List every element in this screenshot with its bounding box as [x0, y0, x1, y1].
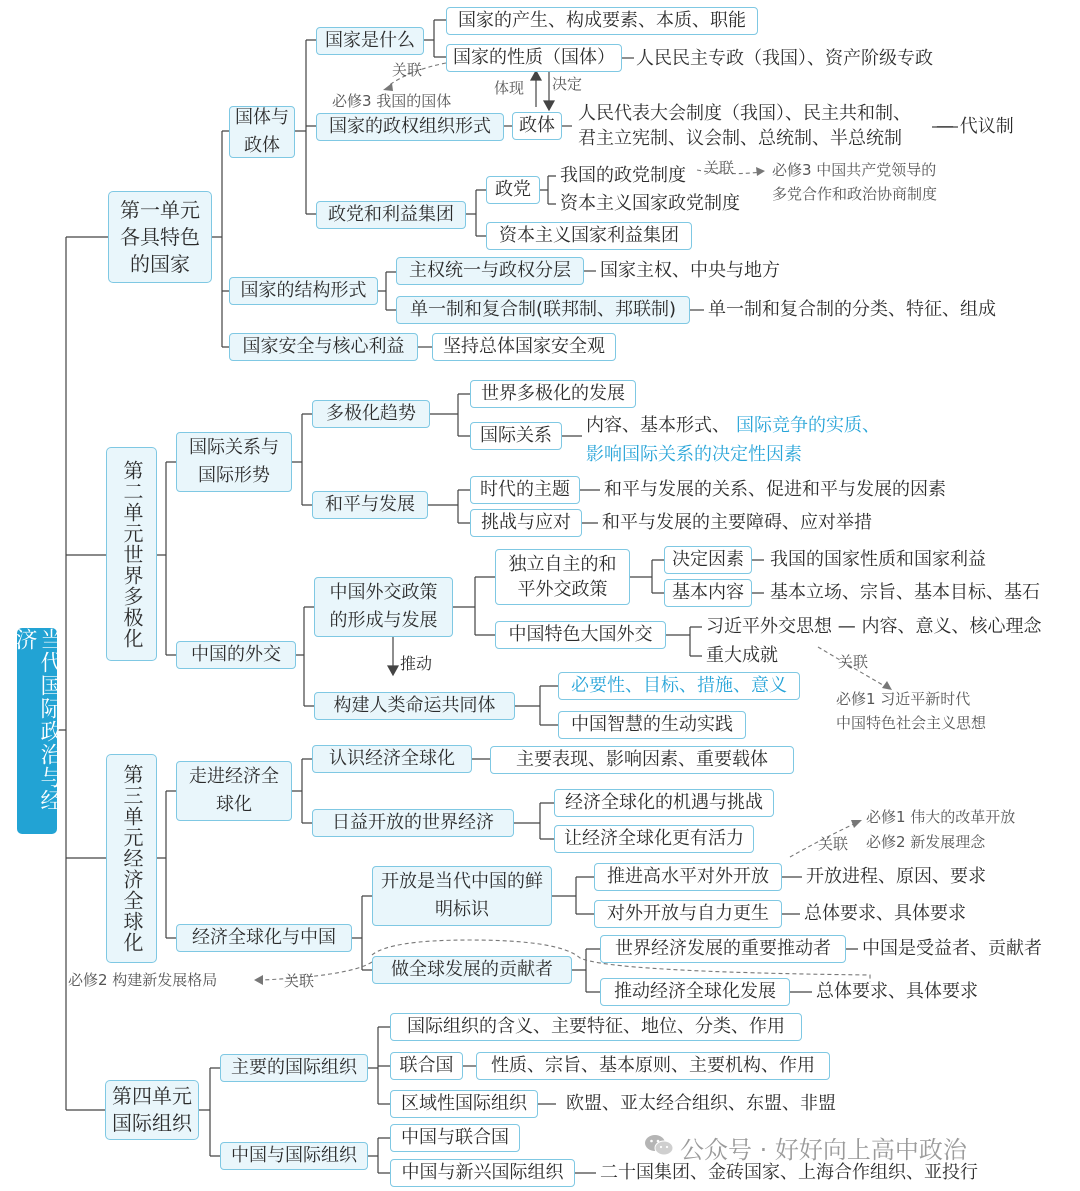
item-community-shared-future: 构建人类命运共同体 [314, 692, 515, 720]
sub-more-vitality: 让经济全球化更有活力 [554, 825, 754, 853]
state-nature-detail: 人民民主专政（我国）、资产阶级专政 [636, 48, 933, 69]
sovereignty-detail: 国家主权、中央与地方 [600, 260, 780, 281]
item-parties-interest-groups: 政党和利益集团 [316, 201, 466, 229]
globalization-detail: 主要表现、影响因素、重要载体 [490, 746, 794, 774]
sub-world-multipolar: 世界多极化的发展 [470, 380, 636, 408]
zhengti-detail-line2: 君主立宪制、议会制、总统制、半总统制 [578, 128, 902, 149]
unit-3-box [106, 754, 157, 963]
sub-china-wisdom: 中国智慧的生动实践 [558, 711, 746, 739]
topic-international-relations: 国际关系与国际形势 [176, 432, 292, 492]
regional-orgs-detail: 欧盟、亚太经合组织、东盟、非盟 [566, 1093, 836, 1114]
major-achievements: 重大成就 [706, 645, 778, 666]
sub-world-economy-driver: 世界经济发展的重要推动者 [600, 935, 846, 963]
note-target-3-line2: 必修2 新发展理念 [866, 833, 986, 851]
note-party-target-2: 多党合作和政治协商制度 [772, 185, 938, 203]
sub-china-un: 中国与联合国 [390, 1124, 520, 1152]
security-detail: 坚持总体国家安全观 [432, 333, 616, 361]
sub-challenge-response: 挑战与应对 [470, 509, 582, 537]
item-global-contributor: 做全球发展的贡献者 [372, 956, 572, 984]
note-target-1: 必修3 我国的国体 [332, 92, 452, 110]
note-guanlian-2: 关联 [838, 653, 869, 671]
sub-opening-self-reliance: 对外开放与自力更生 [594, 900, 782, 928]
promote-globalization-detail: 总体要求、具体要求 [816, 981, 978, 1002]
sub-necessity-goals [558, 672, 800, 700]
item-unitary-compound: 单一制和复合制(联邦制、邦联制) [396, 296, 690, 324]
high-level-opening-detail: 开放进程、原因、要求 [806, 866, 986, 887]
root-title: 当代国际政治与经济 [17, 628, 57, 834]
sub-international-relations: 国际关系 [470, 422, 562, 450]
note-party-target-1: 必修3 中国共产党领导的 [772, 161, 937, 179]
unit-2-box [106, 447, 157, 661]
note-party-guanlian: 关联 [704, 159, 735, 177]
basic-content-detail: 基本立场、宗旨、基本目标、基石 [770, 582, 1040, 603]
topic-national-security: 国家安全与核心利益 [229, 333, 418, 361]
note-guanlian-3: 关联 [818, 835, 849, 853]
item-open-world-economy: 日益开放的世界经济 [312, 809, 514, 837]
zhengti-suffix: — 代议制 [936, 116, 1014, 137]
sub-china-emerging-orgs: 中国与新兴国际组织 [390, 1159, 575, 1187]
emerging-orgs-detail: 二十国集团、金砖国家、上海合作组织、亚投行 [600, 1162, 978, 1183]
item-peace-development: 和平与发展 [312, 491, 428, 519]
note-left-target: 必修2 构建新发展格局 [68, 971, 218, 989]
unit-4-title: 第四单元国际组织 [112, 1084, 192, 1135]
wechat-icon [644, 1133, 674, 1157]
unit-1-box [108, 191, 212, 283]
challenge-detail: 和平与发展的主要障碍、应对举措 [602, 512, 872, 533]
party-item-china: 我国的政党制度 [560, 165, 686, 186]
world-economy-driver-detail: 中国是受益者、贡献者 [862, 938, 1042, 959]
sub-interest-group: 资本主义国家利益集团 [486, 222, 692, 250]
sub-state-origin: 国家的产生、构成要素、本质、职能 [446, 7, 758, 35]
sub-zhengti: 政体 [512, 112, 562, 140]
sub-era-theme: 时代的主题 [470, 476, 580, 504]
topic-major-intl-orgs: 主要的国际组织 [220, 1054, 368, 1082]
unit-3-title: 第三单元经济全球化 [120, 764, 144, 953]
topic-globalization-china: 经济全球化与中国 [176, 924, 352, 952]
sub-united-nations: 联合国 [390, 1052, 463, 1080]
item-openness-identity: 开放是当代中国的鲜明标识 [372, 866, 552, 926]
party-item-capitalist: 资本主义国家政党制度 [560, 193, 740, 214]
unit-1-title: 第一单元各具特色的国家 [120, 197, 200, 276]
unit-2-title: 第二单元世界多极化 [120, 459, 144, 649]
sub-org-meaning: 国际组织的含义、主要特征、地位、分类、作用 [390, 1013, 802, 1041]
item-sovereignty: 主权统一与政权分层 [396, 257, 584, 285]
item-multipolar-trend: 多极化趋势 [312, 400, 430, 428]
item-diplomacy-policy-formation: 中国外交政策的形成与发展 [314, 577, 453, 637]
note-target-2-line1: 必修1 习近平新时代 [836, 690, 971, 708]
intl-relations-detail: 内容、基本形式、 [586, 415, 730, 436]
topic-enter-globalization: 走进经济全球化 [176, 761, 292, 821]
item-what-is-state: 国家是什么 [316, 27, 424, 55]
note-jueding: 决定 [552, 75, 583, 93]
zhengti-detail-line1: 人民代表大会制度（我国）、民主共和制、 [578, 103, 911, 124]
intl-relations-detail-blue-1: 国际竞争的实质、 [736, 415, 880, 436]
sub-party: 政党 [486, 176, 540, 204]
sub-basic-content: 基本内容 [664, 579, 752, 607]
item-government-form: 国家的政权组织形式 [316, 113, 504, 141]
self-reliance-detail: 总体要求、具体要求 [804, 903, 966, 924]
sub-major-country-diplomacy: 中国特色大国外交 [495, 621, 666, 649]
xi-diplomacy-thought: 习近平外交思想 — 内容、意义、核心理念 [706, 616, 1042, 637]
sub-regional-orgs: 区域性国际组织 [390, 1090, 538, 1118]
un-detail: 性质、宗旨、基本原则、主要机构、作用 [476, 1052, 830, 1080]
unitary-detail: 单一制和复合制的分类、特征、组成 [708, 299, 996, 320]
unit-4-box [105, 1080, 199, 1140]
watermark: 公众号 · 好好向上高中政治 [680, 1136, 967, 1164]
note-target-3-line1: 必修1 伟大的改革开放 [866, 808, 1016, 826]
topic-china-diplomacy: 中国的外交 [176, 641, 296, 669]
topic-china-intl-orgs: 中国与国际组织 [220, 1142, 368, 1170]
sub-independent-peace-policy: 独立自主的和平外交政策 [495, 549, 630, 605]
necessity-goals-text: 必要性、目标、措施、意义 [571, 675, 787, 696]
determining-factors-detail: 我国的国家性质和国家利益 [770, 549, 986, 570]
note-guanlian-1: 关联 [392, 61, 423, 79]
sub-opportunities-challenges: 经济全球化的机遇与挑战 [554, 789, 774, 817]
item-know-globalization: 认识经济全球化 [312, 745, 472, 773]
topic-state-structure: 国家的结构形式 [229, 277, 378, 305]
topic-state-and-government: 国体与政体 [229, 106, 295, 158]
note-tuidong: 推动 [400, 654, 433, 673]
note-tixian: 体现 [494, 79, 525, 97]
intl-relations-detail-blue-2: 影响国际关系的决定性因素 [586, 444, 802, 465]
sub-promote-globalization: 推动经济全球化发展 [600, 978, 790, 1006]
sub-determining-factors: 决定因素 [664, 546, 752, 574]
note-left-guanlian: 关联 [284, 972, 315, 990]
sub-state-nature: 国家的性质（国体） [446, 44, 622, 72]
sub-high-level-opening: 推进高水平对外开放 [594, 863, 782, 891]
era-theme-detail: 和平与发展的关系、促进和平与发展的因素 [604, 479, 946, 500]
note-target-2-line2: 中国特色社会主义思想 [836, 714, 987, 732]
